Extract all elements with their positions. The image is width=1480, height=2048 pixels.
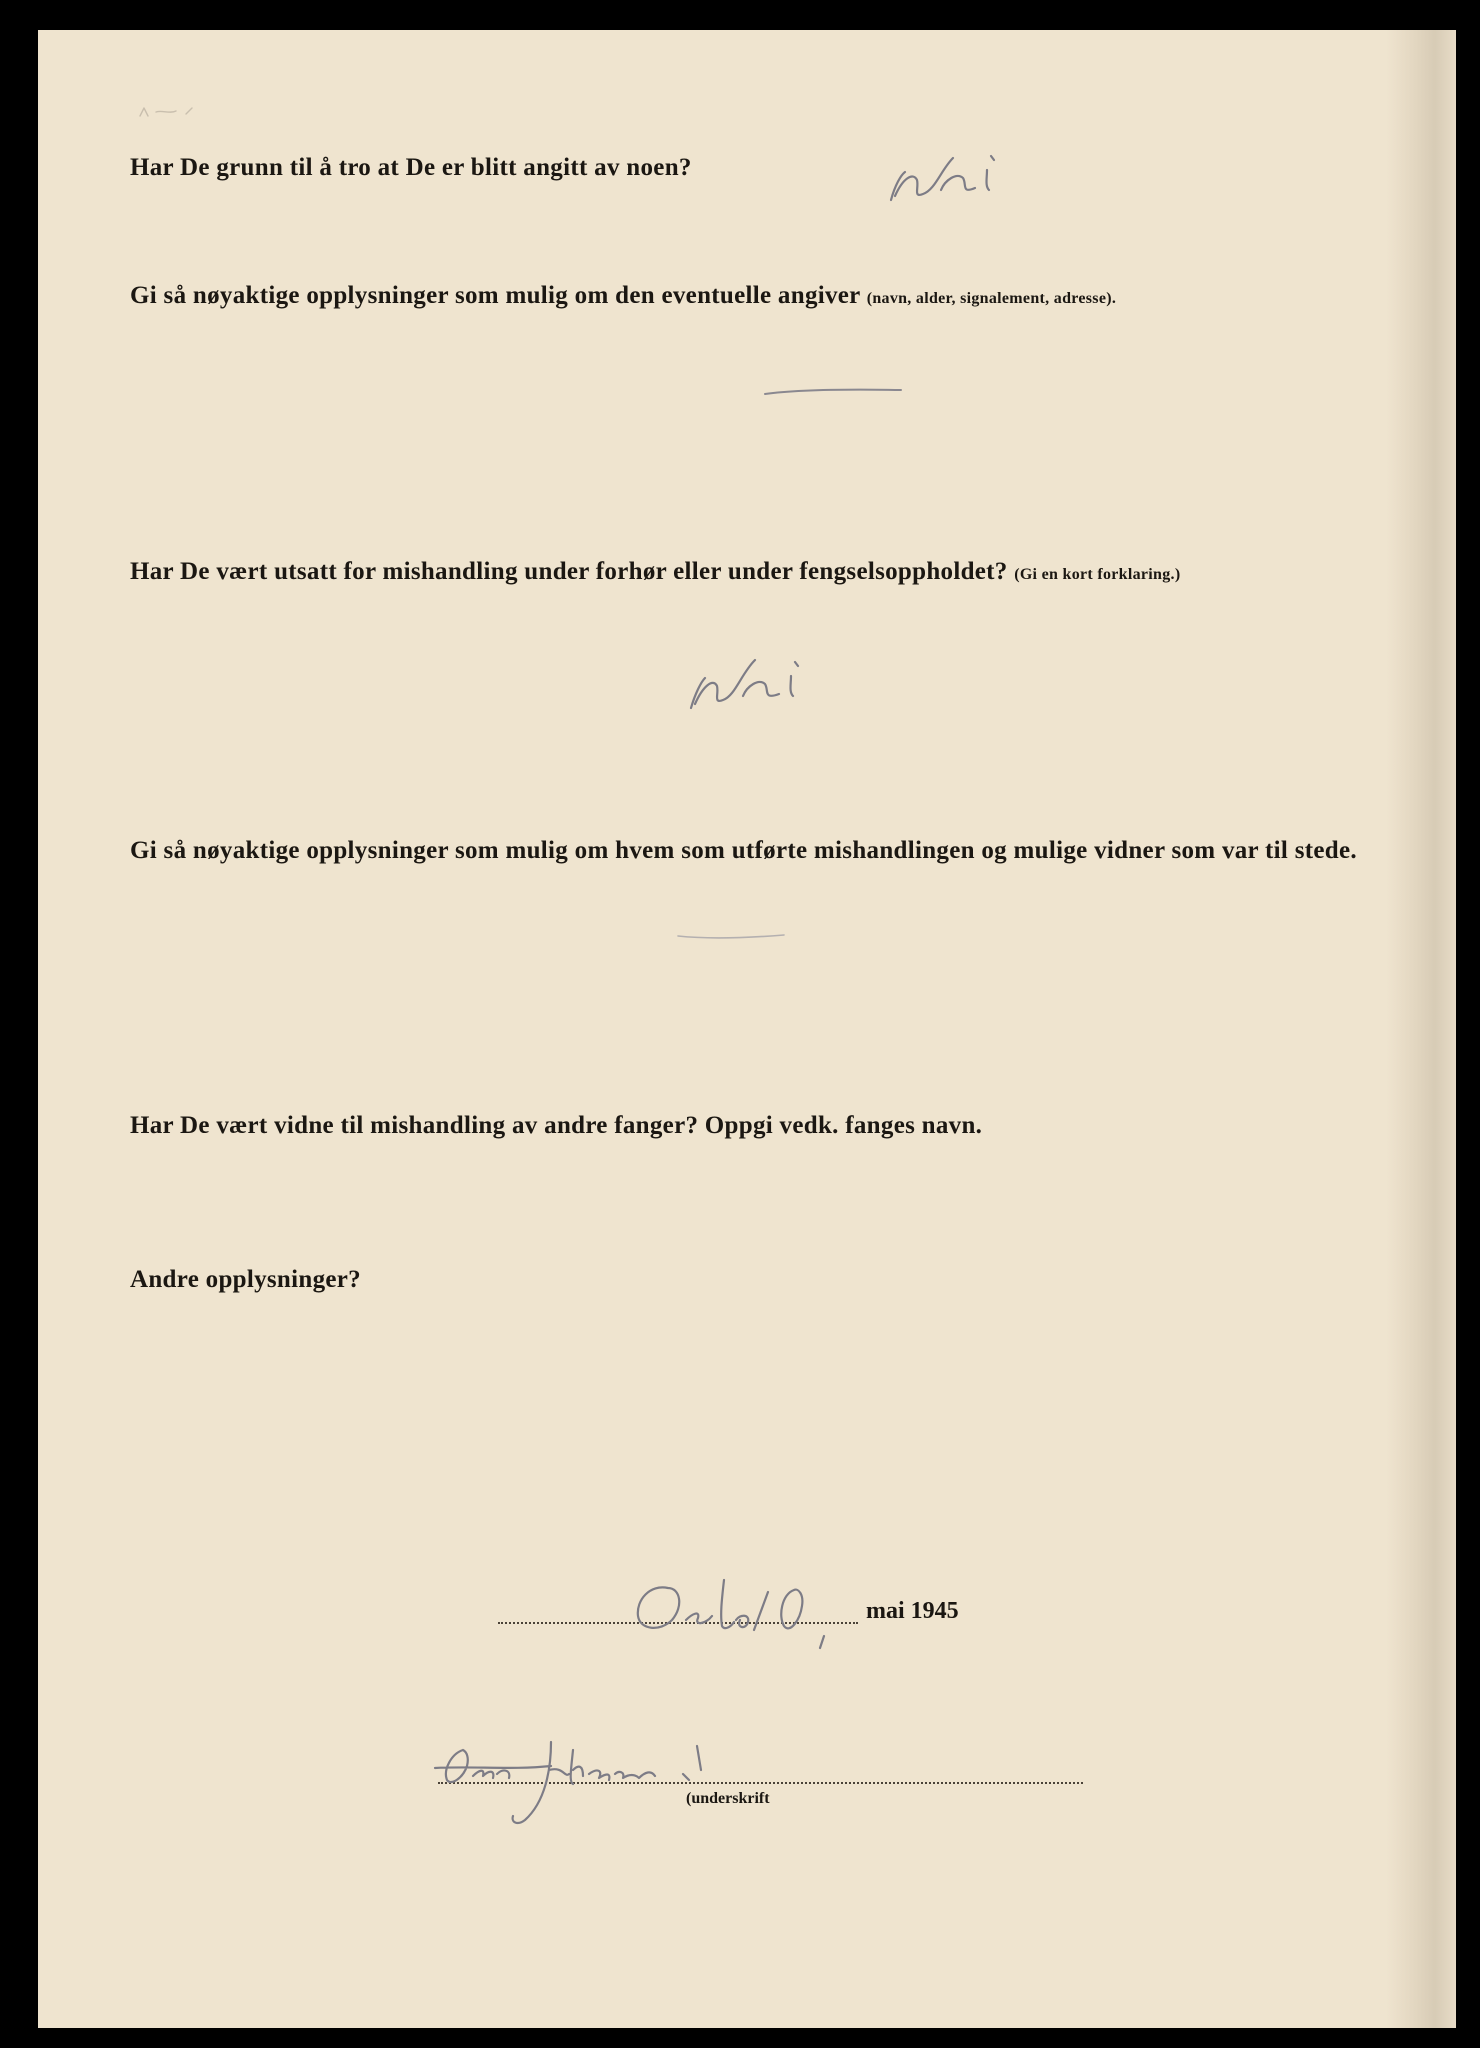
date-handwriting [628,1570,858,1650]
document-page [38,30,1456,2028]
question-other-info-text: Andre opplysninger? [130,1266,361,1293]
question-witness [130,1112,982,1140]
question-informer-details [130,282,1116,310]
answer-denounced-handwriting [883,150,1033,220]
answer-mistreatment-handwriting [683,650,833,720]
question-mistreatment [130,558,1180,586]
bleed-through-mark [136,102,216,122]
question-perpetrators [130,832,1360,870]
question-denounced [130,154,692,182]
date-printed: mai 1945 [866,1598,959,1624]
question-informer-details-note: (navn, alder, signalement, adresse). [866,290,1117,307]
question-informer-details-text: Gi så nøyaktige opplysninger som mulig om den eventuelle angiver [130,282,861,309]
question-mistreatment-note: (Gi en kort forklaring.) [1014,566,1181,583]
pen-stroke-mark [763,386,903,398]
signature-handwriting [433,1730,813,1840]
question-perpetrators-text: Gi så nøyaktige opplysninger som mulig om hvem som utførte mishandlingen og mulige vidner som var til stede. [130,837,1357,864]
pen-stroke-mark [676,930,786,942]
question-witness-text: Har De vært vidne til mishandling av andre fanger? Oppgi vedk. fanges navn. [130,1112,983,1139]
question-mistreatment-text: Har De vært utsatt for mishandling under forhør eller under fengselsoppholdet? [130,558,1008,585]
question-denounced-text: Har De grunn til å tro at De er blitt angitt av noen? [130,154,692,181]
question-other-info [130,1266,361,1294]
signature-caption: (underskrift [686,1790,770,1807]
